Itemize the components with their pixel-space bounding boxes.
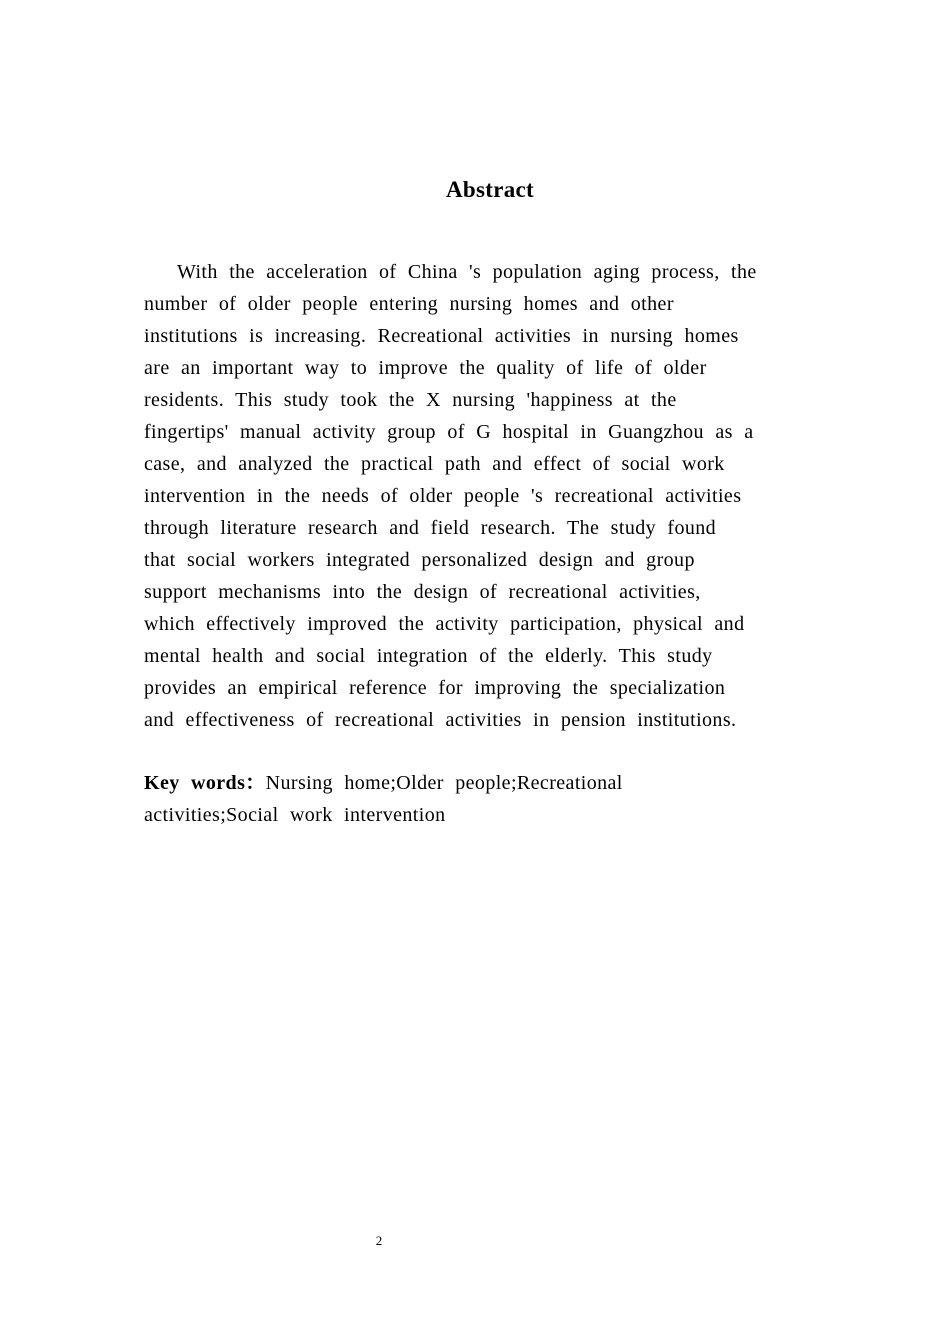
keywords-line	[144, 767, 844, 799]
abstract-line: residents. This study took the X nursing 'happiness at the	[144, 389, 677, 411]
page-number: 2	[375, 1233, 383, 1248]
abstract-line: institutions is increasing. Recreational activities in nursing homes	[144, 325, 739, 347]
abstract-line: mental health and social integration of the elderly. This study	[144, 645, 713, 667]
abstract-body	[144, 256, 844, 736]
abstract-heading: Abstract	[446, 177, 534, 202]
keywords-line-continued: activities;Social work intervention	[144, 804, 446, 826]
abstract-line: which effectively improved the activity participation, physical and	[144, 613, 745, 635]
abstract-line: number of older people entering nursing homes and other	[144, 293, 674, 315]
abstract-line: are an important way to improve the quality of life of older	[144, 357, 707, 379]
abstract-line: case, and analyzed the practical path and effect of social work	[144, 453, 725, 475]
abstract-line: support mechanisms into the design of recreational activities,	[144, 581, 701, 603]
abstract-line: provides an empirical reference for improving the specialization	[144, 677, 726, 699]
abstract-line: With the acceleration of China 's population aging process, the	[177, 261, 757, 283]
keywords-text: Nursing home;Older people;Recreational	[265, 772, 623, 794]
abstract-line: intervention in the needs of older people 's recreational activities	[144, 485, 742, 507]
abstract-line: through literature research and field research. The study found	[144, 517, 717, 539]
keywords-label: Key words：	[144, 772, 266, 794]
abstract-line: and effectiveness of recreational activities in pension institutions.	[144, 709, 737, 731]
keywords-block	[144, 767, 844, 831]
abstract-line: fingertips' manual activity group of G hospital in Guangzhou as a	[144, 421, 754, 443]
abstract-line: that social workers integrated personalized design and group	[144, 549, 695, 571]
